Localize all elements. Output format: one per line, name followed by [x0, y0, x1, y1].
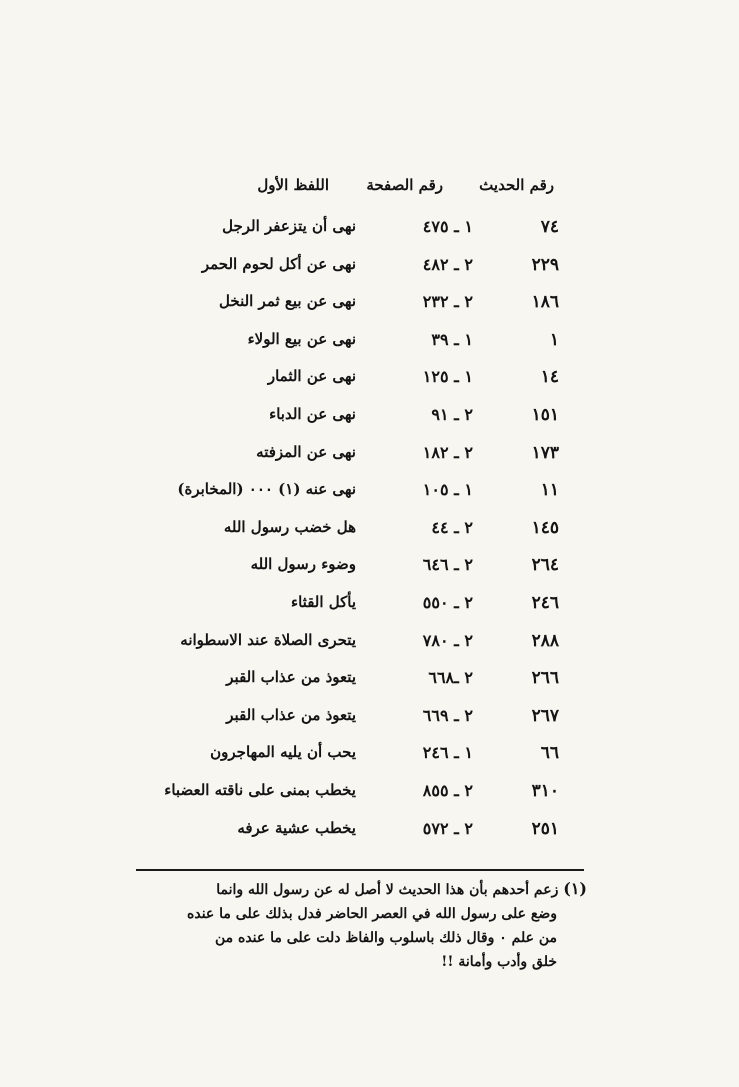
footnote-marker: (١)	[563, 879, 587, 898]
hadith-number: ١٤٥	[531, 517, 559, 538]
first-word: يتعوذ من عذاب القبر	[226, 705, 356, 724]
hadith-number: ١٧٣	[531, 442, 559, 463]
first-word: نهى عن الثمار	[267, 367, 356, 386]
page-reference: ١ ـ ٤٧٥	[422, 217, 473, 236]
footnote-text: زعم أحدهم بأن هذا الحديث لا أصل له عن رسول الله وانما	[216, 882, 559, 898]
table-row	[0, 518, 739, 546]
table-row	[0, 292, 739, 320]
first-word: يتحرى الصلاة عند الاسطوانه	[180, 630, 356, 649]
first-word: نهى عن أكل لحوم الحمر	[201, 254, 356, 273]
page-reference: ٢ ـ ٥٥٠	[422, 593, 473, 612]
page-reference: ٢ ـ ٦٦٩	[422, 705, 473, 725]
hadith-number: ١٨٦	[531, 292, 559, 313]
table-row	[0, 668, 739, 696]
table-row	[0, 706, 739, 734]
page-reference: ١ ـ ١٢٥	[422, 367, 473, 387]
hadith-number: ١٤	[540, 367, 559, 388]
first-word: نهى عن بيع الولاء	[247, 329, 356, 348]
table-row	[0, 405, 739, 433]
table-row	[0, 330, 739, 358]
footnote-line: من علم ٠ وقال ذلك باسلوب والفاظ دلت على ما عنده من	[214, 930, 557, 946]
table-row	[0, 743, 739, 771]
footnote-separator	[136, 869, 584, 871]
page-reference: ٢ ـ٦٦٨	[428, 668, 473, 688]
page-reference: ٢ ـ ٤٨٢	[422, 254, 473, 274]
hadith-number: ٢٤٦	[531, 593, 559, 613]
page-reference: ٢ ـ ٨٥٥	[422, 781, 473, 800]
hadith-number: ٦٦	[540, 743, 559, 764]
table-row	[0, 555, 739, 583]
page-reference: ٢ ـ ٧٨٠	[422, 630, 473, 650]
header-page-number: رقم الصفحة	[366, 176, 443, 194]
hadith-number: ٢٦٤	[531, 555, 559, 576]
first-word: نهى عن المزفته	[256, 442, 356, 461]
page-reference: ٢ ـ ١٨٢	[422, 442, 473, 462]
hadith-number: ٢٢٩	[531, 254, 559, 275]
hadith-number: ١١	[540, 480, 559, 501]
table-row	[0, 593, 739, 621]
table-row	[0, 781, 739, 809]
first-word: يخطب عشية عرفه	[237, 818, 356, 837]
page-reference: ٢ ـ ٤٤	[431, 517, 473, 537]
first-word: يتعوذ من عذاب القبر	[226, 668, 356, 687]
hadith-number: ١	[549, 329, 559, 350]
first-word: هل خضب رسول الله	[223, 517, 356, 536]
hadith-number: ٢٥١	[531, 818, 559, 839]
first-word: نهى عن الدباء	[269, 405, 356, 423]
hadith-number: ٣١٠	[531, 781, 559, 801]
footnote	[147, 877, 587, 974]
table-row	[0, 255, 739, 283]
footnote-line: وضع على رسول الله في العصر الحاضر فدل بذلك على ما عنده	[187, 906, 557, 922]
table-row	[0, 367, 739, 395]
hadith-number: ٢٨٨	[531, 630, 559, 651]
page-reference: ١ ـ ٣٩	[431, 329, 473, 349]
first-word: يخطب بمنى على ناقته العضباء	[164, 781, 356, 799]
first-word: وضوء رسول الله	[250, 555, 356, 574]
hadith-number: ١٥١	[531, 405, 559, 425]
first-word: يأكل القثاء	[291, 593, 356, 611]
first-word: نهى أن يتزعفر الرجل	[222, 217, 356, 235]
page-reference: ١ ـ ١٠٥	[422, 480, 473, 500]
page-reference: ٢ ـ ٩١	[431, 405, 473, 424]
first-word: نهى عنه (١) ٠٠٠ (المخابرة)	[177, 480, 356, 499]
first-word: يحب أن يليه المهاجرون	[210, 743, 356, 762]
page-reference: ٢ ـ ٦٤٦	[422, 555, 473, 575]
hadith-number: ٢٦٧	[531, 705, 559, 726]
header-hadith-number: رقم الحديث	[479, 176, 554, 194]
page-reference: ٢ ـ ٢٣٢	[422, 292, 473, 312]
table-row	[0, 631, 739, 659]
table-row	[0, 480, 739, 508]
hadith-number: ٧٤	[540, 217, 559, 237]
page-reference: ٢ ـ ٥٧٢	[422, 818, 473, 838]
table-row	[0, 217, 739, 245]
header-first-word: اللفظ الأول	[257, 176, 329, 194]
hadith-number: ٢٦٦	[531, 668, 559, 689]
table-row	[0, 819, 739, 847]
table-row	[0, 443, 739, 471]
page-reference: ١ ـ ٢٤٦	[422, 743, 473, 763]
footnote-line	[147, 877, 587, 902]
first-word: نهى عن بيع ثمر النخل	[219, 292, 356, 311]
footnote-line: خلق وأدب وأمانة !!	[441, 954, 557, 970]
